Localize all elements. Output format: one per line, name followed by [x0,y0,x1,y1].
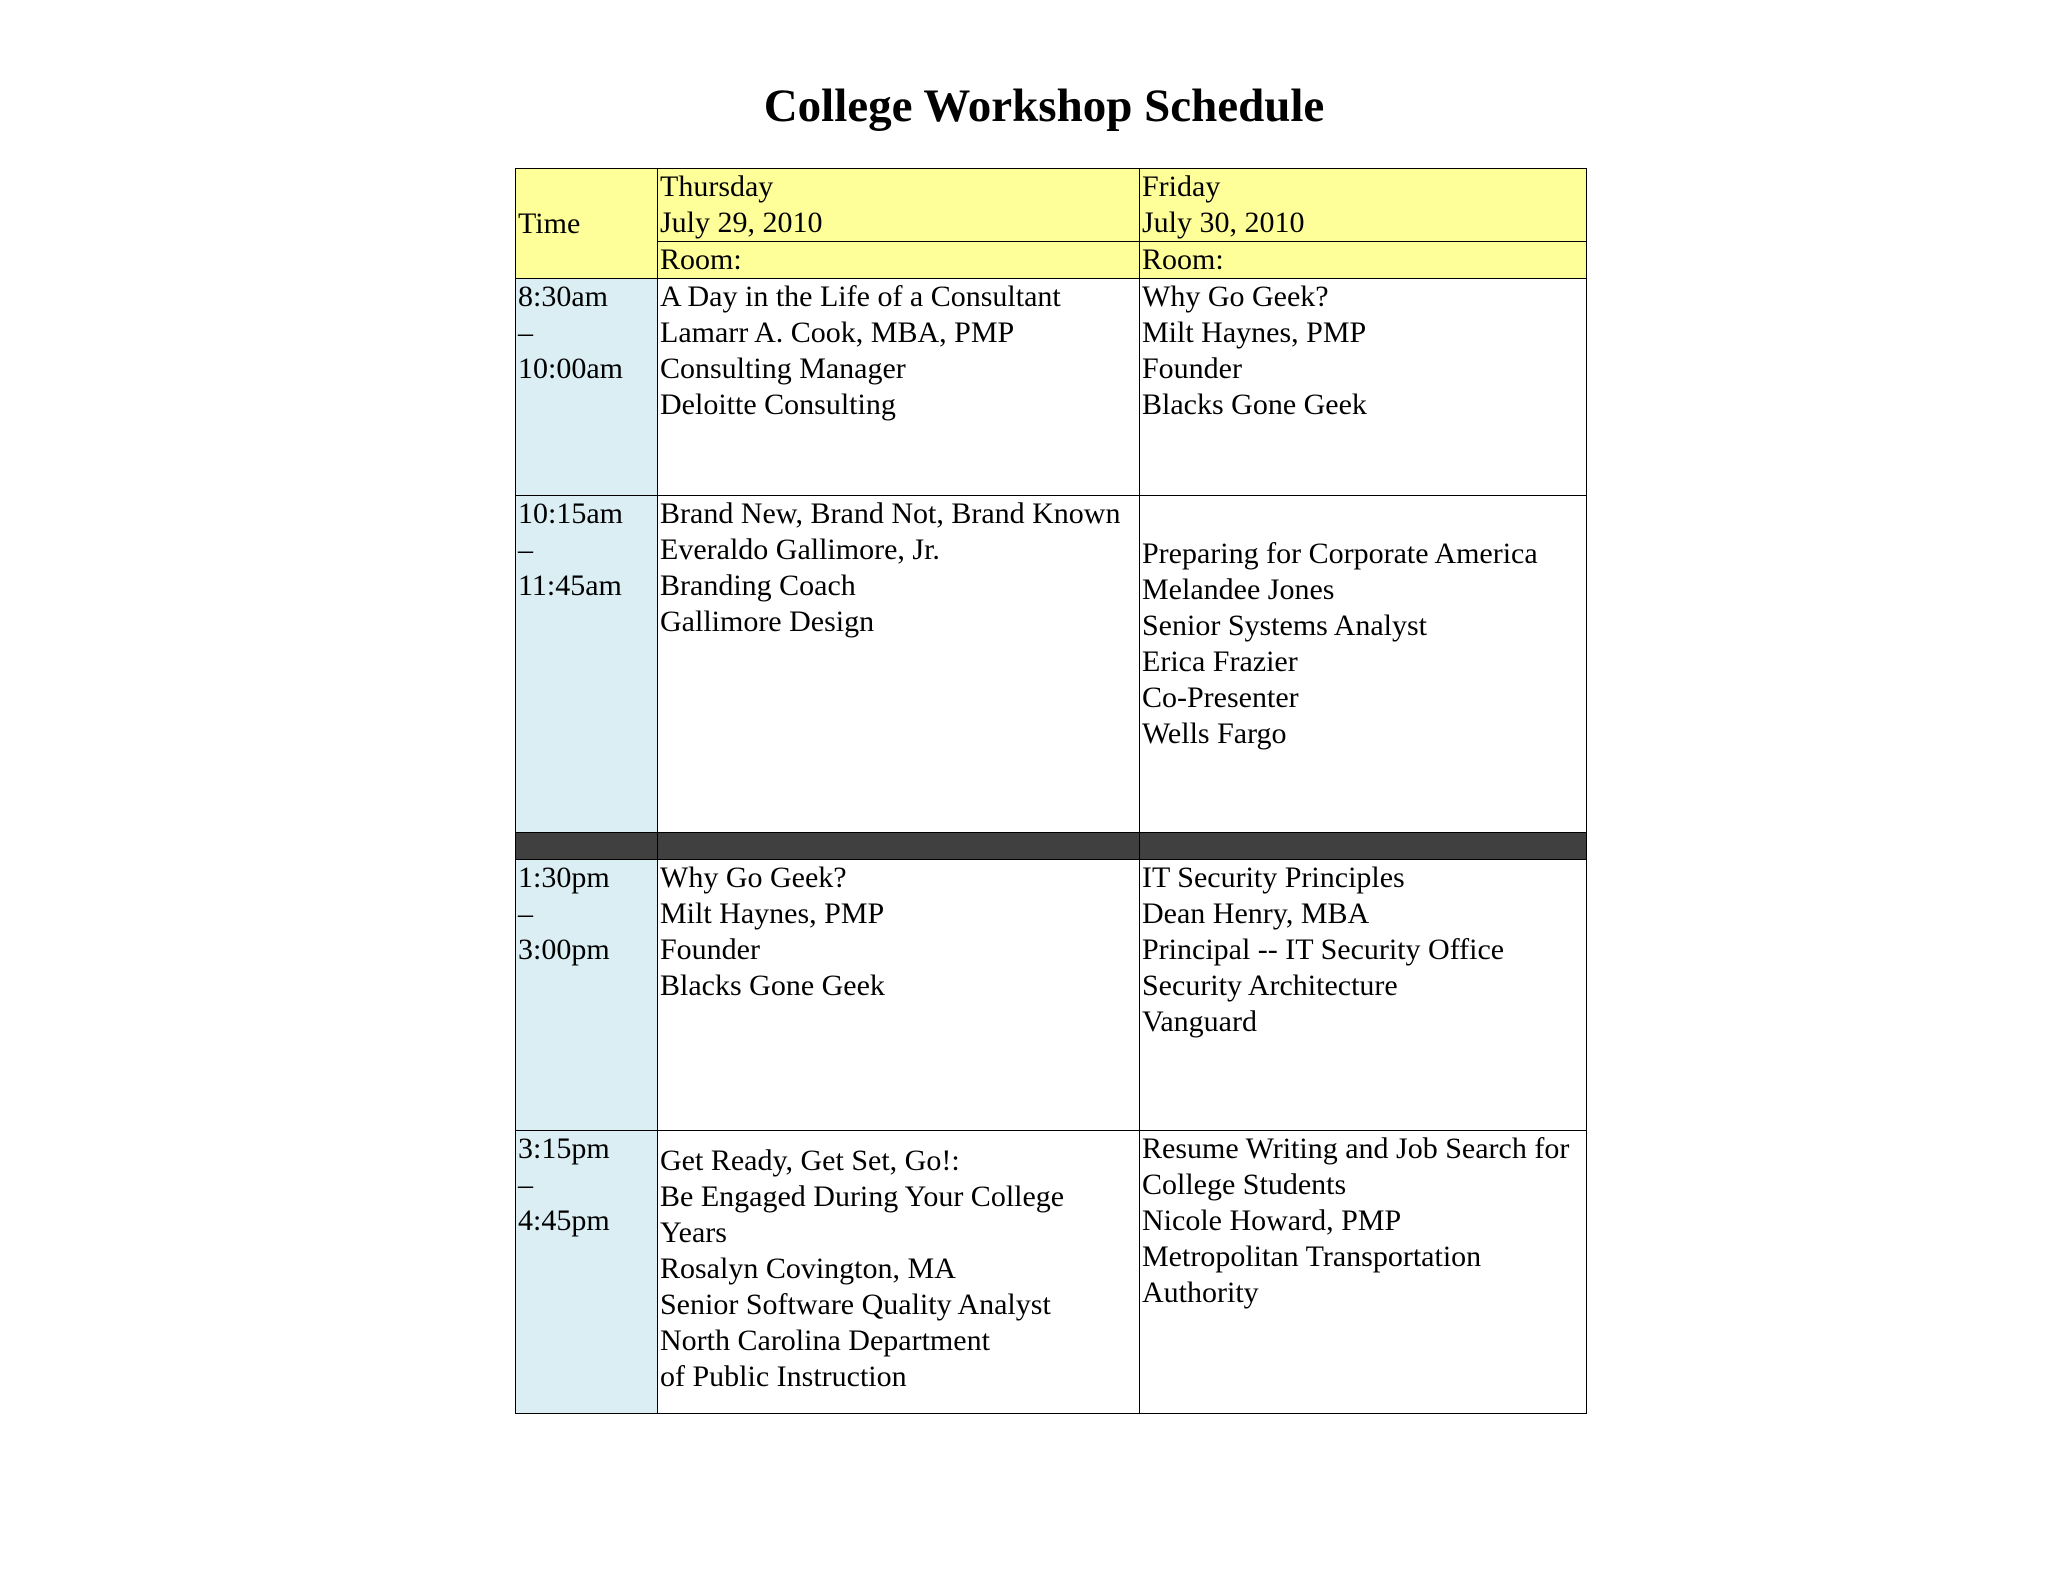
presenter-org: Deloitte Consulting [660,388,896,421]
presenter-org: Vanguard [1142,1005,1257,1038]
presenter-role: Founder [660,933,760,966]
time-slot [516,1131,658,1414]
presenter-role: Founder [1142,352,1242,385]
presenter-name: Everaldo Gallimore, Jr. [660,533,940,566]
presenter-role: Principal -- IT Security Office [1142,933,1505,966]
session-friday [1140,1131,1587,1414]
presenter-org: Blacks Gone Geek [1142,388,1367,421]
presenter-org: Gallimore Design [660,605,875,638]
header-row-room [516,242,1587,279]
session-title: Resume Writing and Job Search for College Students [1142,1132,1570,1201]
time-end: 10:00am [518,352,623,385]
session-title: Why Go Geek? [660,861,847,894]
presenter-name: Lamarr A. Cook, MBA, PMP [660,316,1015,349]
room-thursday [658,242,1140,279]
time-slot [516,860,658,1131]
table-row [516,279,1587,496]
day-name: Thursday [660,170,774,203]
header-thursday [658,169,1140,242]
time-end: 3:00pm [518,933,610,966]
session-title: Preparing for Corporate America [1142,537,1538,570]
time-end: 11:45am [518,569,622,602]
presenter-role: Senior Software Quality Analyst [660,1288,1051,1321]
day-date: July 29, 2010 [660,206,823,239]
presenter-name: Milt Haynes, PMP [1142,316,1367,349]
presenter-org: Wells Fargo [1142,717,1287,750]
presenter-org-cont: of Public Instruction [660,1360,907,1393]
break-cell [658,833,1140,860]
break-cell [1140,833,1587,860]
presenter-name: Rosalyn Covington, MA [660,1252,956,1285]
session-thursday [658,860,1140,1131]
session-thursday [658,279,1140,496]
time-slot [516,279,658,496]
schedule-table [515,168,1587,1414]
presenter-org: Metropolitan Transportation Authority [1142,1240,1482,1309]
presenter-name: Dean Henry, MBA [1142,897,1370,930]
time-start: 10:15am [518,497,623,530]
session-title: IT Security Principles [1142,861,1405,894]
session-title: Get Ready, Get Set, Go!: [660,1144,960,1177]
page-title: College Workshop Schedule [763,80,1325,132]
presenter-name: Milt Haynes, PMP [660,897,885,930]
presenter-org: North Carolina Department [660,1324,990,1357]
room-label: Room: [1142,243,1224,276]
presenter-role: Consulting Manager [660,352,906,385]
time-dash: – [518,1168,533,1201]
presenter-role: Senior Systems Analyst [1142,609,1428,642]
time-column-label: Time [518,206,581,240]
presenter-name: Melandee Jones [1142,573,1335,606]
presenter-dept: Security Architecture [1142,969,1398,1002]
header-time [516,169,658,279]
table-row [516,1131,1587,1414]
day-date: July 30, 2010 [1142,206,1305,239]
presenter-name: Nicole Howard, PMP [1142,1204,1402,1237]
session-title: Why Go Geek? [1142,280,1329,313]
session-friday [1140,279,1587,496]
table-row [516,496,1587,833]
session-thursday [658,1131,1140,1414]
time-start: 1:30pm [518,861,610,894]
time-end: 4:45pm [518,1204,610,1237]
room-friday [1140,242,1587,279]
session-subtitle: Be Engaged During Your College Years [660,1180,1065,1249]
session-thursday [658,496,1140,833]
session-title: A Day in the Life of a Consultant [660,280,1061,313]
session-friday [1140,496,1587,833]
session-friday [1140,860,1587,1131]
break-row [516,833,1587,860]
time-start: 8:30am [518,280,608,313]
copresenter-role: Co-Presenter [1142,681,1299,714]
presenter-role: Branding Coach [660,569,856,602]
copresenter-name: Erica Frazier [1142,645,1298,678]
break-cell [516,833,658,860]
time-dash: – [518,533,533,566]
header-row-days [516,169,1587,242]
header-friday [1140,169,1587,242]
session-title: Brand New, Brand Not, Brand Known [660,497,1121,530]
time-dash: – [518,316,533,349]
time-slot [516,496,658,833]
table-row [516,860,1587,1131]
presenter-org: Blacks Gone Geek [660,969,885,1002]
room-label: Room: [660,243,742,276]
time-start: 3:15pm [518,1132,610,1165]
day-name: Friday [1142,170,1221,203]
time-dash: – [518,897,533,930]
